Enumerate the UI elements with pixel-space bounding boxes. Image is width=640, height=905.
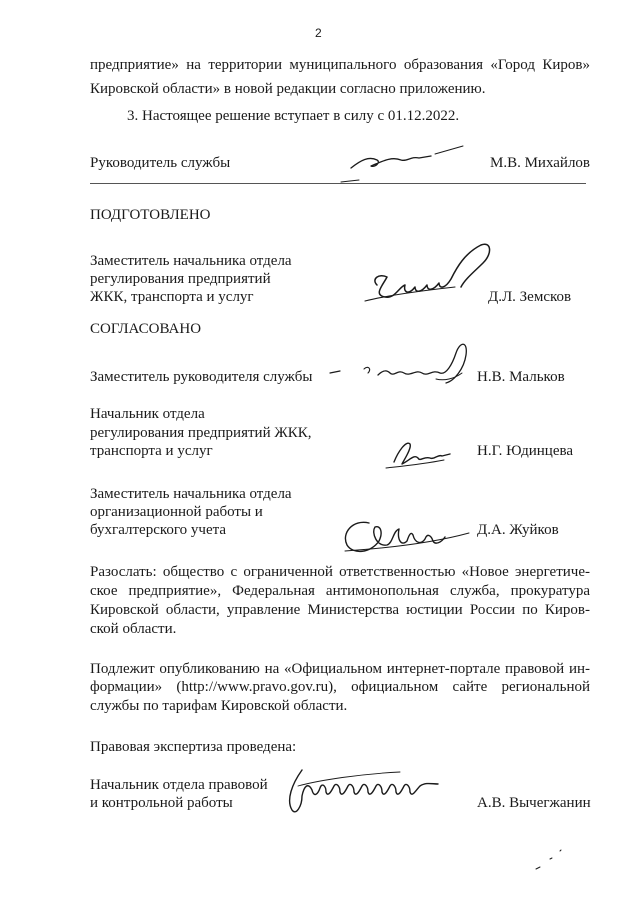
agreed-signer-1-signature	[320, 335, 490, 405]
agreed-signer-2-title-2: регулирования предприятий ЖКК,	[90, 425, 312, 441]
distribution-line-4: ской области.	[90, 621, 177, 637]
agreed-signer-2-signature	[380, 430, 470, 480]
legal-head-name: А.В. Вычегжанин	[477, 795, 591, 811]
prepared-title-2: регулирования предприятий	[90, 271, 271, 287]
agreed-signer-1-title: Заместитель руководителя службы	[90, 369, 313, 385]
agreed-signer-3-name: Д.А. Жуйков	[477, 522, 559, 538]
intro-line-1: предприятие» на территории муниципального образования «Город Киров»	[90, 57, 590, 73]
divider-line	[90, 183, 586, 184]
publication-line-3: службы по тарифам Кировской области.	[90, 698, 348, 714]
distribution-line-1: Разослать: общество с ограниченной ответственностью «Новое энергетиче-	[90, 564, 590, 580]
agreed-heading: СОГЛАСОВАНО	[90, 321, 202, 337]
agreed-signer-3-title-3: бухгалтерского учета	[90, 522, 227, 538]
agreed-signer-1-name: Н.В. Мальков	[477, 369, 565, 385]
legal-review-note: Правовая экспертиза проведена:	[90, 739, 297, 755]
head-name: М.В. Михайлов	[490, 155, 591, 171]
agreed-signer-3-title-1: Заместитель начальника отдела	[90, 486, 292, 502]
agreed-signer-3-title-2: организационной работы и	[90, 504, 263, 520]
distribution-line-3: Кировской области, управление Министерства юстиции России по Киров-	[90, 602, 590, 618]
scan-artifact	[530, 845, 570, 875]
prepared-name: Д.Л. Земсков	[488, 289, 572, 305]
legal-head-signature	[280, 760, 450, 820]
agreed-signer-2-name: Н.Г. Юдинцева	[477, 443, 574, 459]
agreed-signer-3-signature	[335, 505, 485, 565]
publication-line-1: Подлежит опубликованию на «Официальном интернет-портале правовой ин-	[90, 661, 590, 677]
distribution-line-2: ское предприятие», Федеральная антимонопольная служба, прокуратура	[90, 583, 590, 599]
legal-head-title-2: и контрольной работы	[90, 795, 233, 811]
prepared-heading: ПОДГОТОВЛЕНО	[90, 207, 211, 223]
agreed-signer-2-title-3: транспорта и услуг	[90, 443, 213, 459]
legal-head-title-1: Начальник отдела правовой	[90, 777, 268, 793]
prepared-title-1: Заместитель начальника отдела	[90, 253, 292, 269]
head-title: Руководитель службы	[90, 155, 231, 171]
prepared-title-3: ЖКК, транспорта и услуг	[90, 289, 254, 305]
publication-line-2: формации» (http://www.pravo.gov.ru), официальном сайте региональной	[90, 679, 590, 695]
agreed-signer-2-title-1: Начальник отдела	[90, 406, 205, 422]
head-signature	[335, 138, 475, 188]
prepared-signature	[355, 235, 505, 315]
intro-line-2: Кировской области» в новой редакции согласно приложению.	[90, 81, 486, 97]
clause-3: 3. Настоящее решение вступает в силу с 01.12.2022.	[127, 108, 460, 124]
page-number: 2	[315, 26, 322, 40]
